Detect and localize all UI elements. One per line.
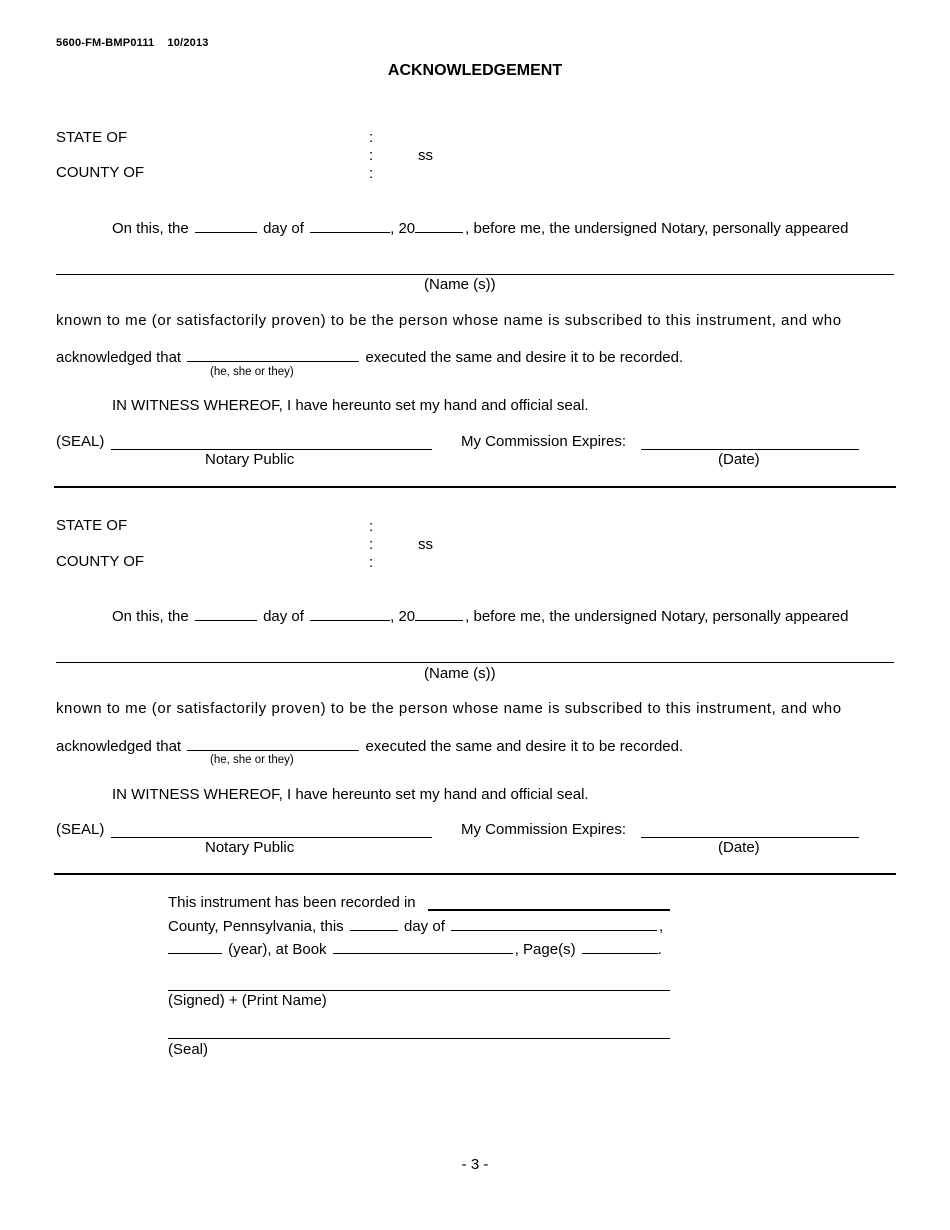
commission-label: My Commission Expires: <box>461 433 627 450</box>
name-caption: (Name (s)) <box>424 276 496 293</box>
pages-text: , Page(s) <box>514 941 576 958</box>
before-me-text: , before me, the undersigned Notary, personally appeared <box>465 220 849 237</box>
on-this-line <box>112 218 848 238</box>
colon: : <box>369 554 374 571</box>
state-label: STATE OF <box>56 129 128 146</box>
section-divider <box>54 486 896 488</box>
county-label: COUNTY OF <box>56 164 145 181</box>
seal-line[interactable] <box>168 1038 670 1039</box>
known-text: known to me (or satisfactorily proven) to be the person whose name is subscribed to this instrument, and who <box>56 700 842 717</box>
day-blank[interactable] <box>350 916 398 931</box>
commission-date-line[interactable] <box>641 837 859 838</box>
seal-label: (SEAL) <box>56 433 105 450</box>
on-this-text: On this, the <box>112 220 189 237</box>
executed-text: executed the same and desire it to be recorded. <box>365 349 684 366</box>
form-date: 10/2013 <box>167 37 209 49</box>
page-number: - 3 - <box>461 1156 489 1173</box>
county-label: COUNTY OF <box>56 553 145 570</box>
ss-label: ss <box>418 147 433 164</box>
year-blank[interactable] <box>415 606 463 621</box>
colon: : <box>369 536 374 553</box>
witness-text: IN WITNESS WHEREOF, I have hereunto set my hand and official seal. <box>112 786 589 803</box>
recorded-in-text: This instrument has been recorded in <box>168 894 416 911</box>
month-blank[interactable] <box>451 916 657 931</box>
colon: : <box>369 147 374 164</box>
known-text: known to me (or satisfactorily proven) to be the person whose name is subscribed to this instrument, and who <box>56 312 842 329</box>
seal-caption: (Seal) <box>168 1041 209 1058</box>
book-blank[interactable] <box>333 939 513 954</box>
acknowledged-text: acknowledged that <box>56 738 182 755</box>
form-number: 5600-FM-BMP0111 <box>56 37 155 49</box>
acknowledged-line <box>56 736 683 756</box>
colon: : <box>369 518 374 535</box>
period: . <box>657 941 662 958</box>
year-at-book-text: (year), at Book <box>228 941 327 958</box>
county-pa-line <box>168 916 663 936</box>
notary-signature-line[interactable] <box>111 837 432 838</box>
acknowledged-line <box>56 347 683 367</box>
name-caption: (Name (s)) <box>424 665 496 682</box>
date-caption: (Date) <box>718 839 760 856</box>
year-blank[interactable] <box>168 939 222 954</box>
month-blank[interactable] <box>310 606 390 621</box>
day-of-text: day of <box>263 608 304 625</box>
year-book-line <box>168 939 662 959</box>
acknowledged-text: acknowledged that <box>56 349 182 366</box>
form-id <box>56 34 209 52</box>
witness-text: IN WITNESS WHEREOF, I have hereunto set my hand and official seal. <box>112 397 589 414</box>
county-blank[interactable] <box>428 909 670 911</box>
on-this-line <box>112 606 848 626</box>
pronoun-caption: (he, she or they) <box>210 754 294 766</box>
name-line[interactable] <box>56 662 894 663</box>
pronoun-blank[interactable] <box>187 347 359 362</box>
before-me-text: , before me, the undersigned Notary, personally appeared <box>465 608 849 625</box>
pronoun-caption: (he, she or they) <box>210 366 294 378</box>
notary-caption: Notary Public <box>205 451 295 468</box>
year-prefix: , 20 <box>390 220 416 237</box>
year-blank[interactable] <box>415 218 463 233</box>
day-of-text: day of <box>263 220 304 237</box>
section-divider <box>54 873 896 875</box>
signed-line[interactable] <box>168 990 670 991</box>
day-blank[interactable] <box>195 218 257 233</box>
name-line[interactable] <box>56 274 894 275</box>
year-prefix: , 20 <box>390 608 416 625</box>
colon: : <box>369 165 374 182</box>
county-pa-text: County, Pennsylvania, this <box>168 918 344 935</box>
commission-date-line[interactable] <box>641 449 859 450</box>
day-blank[interactable] <box>195 606 257 621</box>
day-of-text: day of <box>404 918 445 935</box>
signed-caption: (Signed) + (Print Name) <box>168 992 327 1009</box>
ss-label: ss <box>418 536 433 553</box>
month-blank[interactable] <box>310 218 390 233</box>
on-this-text: On this, the <box>112 608 189 625</box>
colon: : <box>369 129 374 146</box>
executed-text: executed the same and desire it to be recorded. <box>365 738 684 755</box>
commission-label: My Commission Expires: <box>461 821 627 838</box>
pronoun-blank[interactable] <box>187 736 359 751</box>
notary-caption: Notary Public <box>205 839 295 856</box>
page-title: ACKNOWLEDGEMENT <box>387 62 563 79</box>
date-caption: (Date) <box>718 451 760 468</box>
page-blank[interactable] <box>582 939 658 954</box>
notary-signature-line[interactable] <box>111 449 432 450</box>
state-label: STATE OF <box>56 517 128 534</box>
seal-label: (SEAL) <box>56 821 105 838</box>
comma: , <box>659 918 664 935</box>
